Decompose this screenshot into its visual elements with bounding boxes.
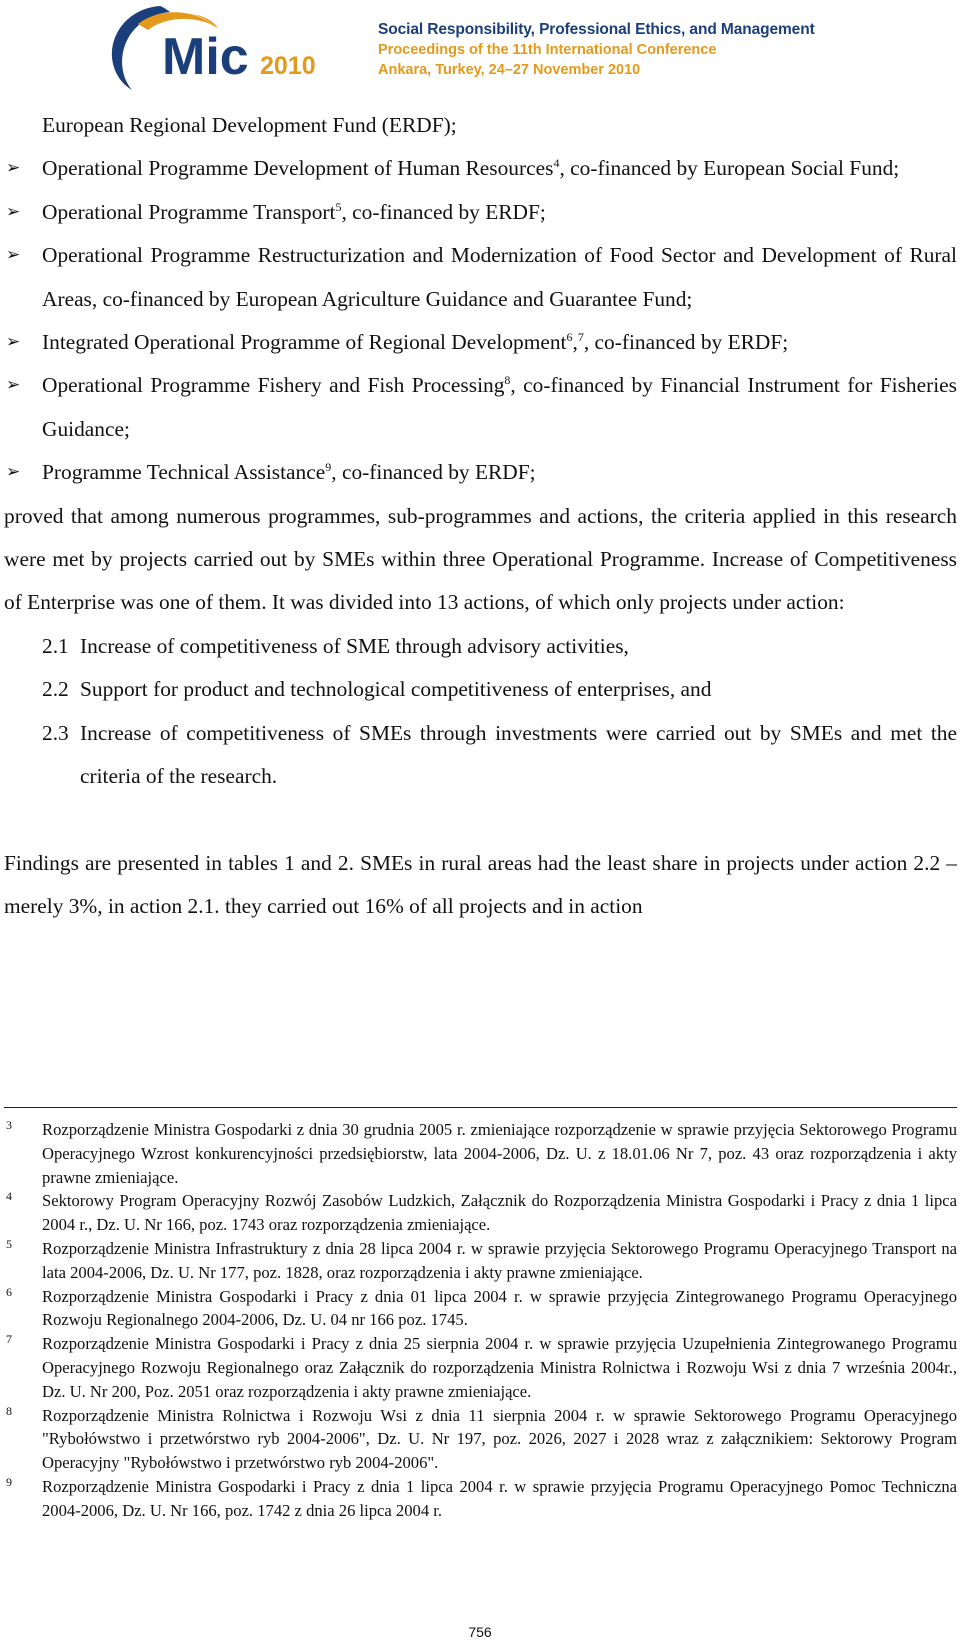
action-number: 2.2 xyxy=(42,677,69,702)
list-item xyxy=(42,668,957,711)
footnote-ref[interactable]: 7 xyxy=(577,329,584,344)
arrow-bullet-icon: ➢ xyxy=(6,332,21,353)
bullet-text: Operational Programme Restructurization and Modernization of Food Sector and Development of Rural Areas, co-financed by European Agriculture Guidance and Guarantee Fund; xyxy=(42,243,957,311)
footnote-ref[interactable]: 5 xyxy=(335,199,342,214)
paragraph-spacer xyxy=(4,799,957,842)
arrow-bullet-icon: ➢ xyxy=(6,375,21,396)
footnote xyxy=(4,1189,957,1237)
footnote-ref[interactable]: 9 xyxy=(325,460,332,475)
logo-mic-text: Mic xyxy=(162,28,249,86)
footnote-text: Rozporządzenie Ministra Infrastruktury z dnia 28 lipca 2004 r. w sprawie przyjęcia Sektorowego Programu Operacyjnego Transport na lata 2004-2006, Dz. U. Nr 177, poz. 1828, oraz rozporządzenia i akty prawne zmieniające. xyxy=(42,1238,957,1282)
footnote-text: Rozporządzenie Ministra Gospodarki i Pracy z dnia 01 lipca 2004 r. w sprawie przyjęcia Zintegrowanego Programu Operacyjnego Rozwoju Regionalnego 2004-2006, Dz. U. 04 nr 166 poz. 1745. xyxy=(42,1286,957,1330)
footnote-number: 3 xyxy=(6,1118,12,1132)
list-item xyxy=(4,321,957,364)
action-number: 2.3 xyxy=(42,720,69,745)
bullet-text: Operational Programme Fishery and Fish Processing xyxy=(42,373,505,398)
bullet-text-end: , co-financed by ERDF; xyxy=(341,199,546,224)
action-number: 2.1 xyxy=(42,633,69,658)
bullet-text-end: , co-financed by ERDF; xyxy=(583,330,789,355)
footnote xyxy=(4,1285,957,1333)
page-number: 756 xyxy=(468,1624,492,1640)
list-item xyxy=(4,147,957,190)
action-list xyxy=(4,625,957,799)
list-item xyxy=(42,625,957,668)
footnote-ref[interactable]: 4 xyxy=(553,156,560,171)
intro-line: European Regional Development Fund (ERDF); xyxy=(42,113,457,137)
footnote-text: Rozporządzenie Ministra Gospodarki z dnia 30 grudnia 2005 r. zmieniające rozporządzenie w sprawie przyjęcia Sektorowego Programu Operacyjnego Wzrost konkurencyjności przedsiębiorstw, lata 2004-2006, Dz. U. z 18.01.06 Nr 7, poz. 43 oraz rozporządzenia i akty prawne zmieniające. xyxy=(42,1120,957,1187)
footnote-ref[interactable]: 8 xyxy=(504,373,511,388)
footnote-text: Rozporządzenie Ministra Gospodarki i Pracy z dnia 25 sierpnia 2004 r. w sprawie przyjęcia Uzupełnienia Zintegrowanego Programu Operacyjnego Rozwoju Regionalnego oraz Załącznik do rozporządzenia Ministra Rolnictwa i Rozwoju Wsi z dnia 7 września 2004r., Dz. U. Nr 200, Poz. 2051 oraz rozporządzenia i akty prawne zmieniające. xyxy=(42,1334,957,1401)
proceedings-line: Proceedings of the 11th International Conference xyxy=(378,42,717,58)
list-item xyxy=(4,451,957,494)
bullet-text-end: , co-financed by Financial Instrument for Fisheries Guidance; xyxy=(42,373,957,441)
page-header xyxy=(0,0,960,95)
footnote-number: 8 xyxy=(6,1403,12,1418)
footnote-ref[interactable]: 6 xyxy=(566,329,573,344)
bullet-comma: , xyxy=(572,330,578,355)
logo-year-text: 2010 xyxy=(260,52,316,80)
footnote-divider xyxy=(4,1107,957,1108)
footnote-number: 7 xyxy=(6,1332,12,1347)
action-text: Increase of competitiveness of SME through advisory activities, xyxy=(80,633,629,658)
footnotes xyxy=(4,1118,957,1523)
list-item xyxy=(4,234,957,321)
mic-logo-graphic xyxy=(108,2,338,90)
list-item xyxy=(4,191,957,234)
location-date: Ankara, Turkey, 24–27 November 2010 xyxy=(378,62,641,78)
bullet-text: Programme Technical Assistance xyxy=(42,460,326,485)
arrow-bullet-icon: ➢ xyxy=(6,245,21,266)
footnote xyxy=(4,1332,957,1403)
list-item xyxy=(4,364,957,451)
list-item xyxy=(42,712,957,799)
arrow-bullet-icon: ➢ xyxy=(6,201,21,222)
conference-title: Social Responsibility, Professional Ethics, and Management xyxy=(378,21,815,38)
footnote-text: Sektorowy Program Operacyjny Rozwój Zasobów Ludzkich, Załącznik do Rozporządzenia Ministra Gospodarki i Pracy z dnia 1 lipca 2004 r., Dz. U. Nr 166, poz. 1743 oraz rozporządzenia zmieniające. xyxy=(42,1191,957,1235)
bullet-text-end: , co-financed by ERDF; xyxy=(331,460,536,485)
arrow-bullet-icon: ➢ xyxy=(6,462,21,483)
action-text: Support for product and technological competitiveness of enterprises, and xyxy=(80,677,712,702)
footnote xyxy=(4,1118,957,1189)
bullet-text: Operational Programme Development of Human Resources xyxy=(42,156,554,181)
footnote-number: 5 xyxy=(6,1236,12,1251)
paragraph: Findings are presented in tables 1 and 2. SMEs in rural areas had the least share in projects under action 2.2 – merely 3%, in action 2.1. they carried out 16% of all projects and in action xyxy=(4,850,957,918)
conference-info xyxy=(378,20,815,80)
footnote-number: 6 xyxy=(6,1284,12,1299)
footnote xyxy=(4,1404,957,1475)
action-text: Increase of competitiveness of SMEs through investments were carried out by SMEs and met the criteria of the research. xyxy=(80,720,957,789)
arrow-bullet-icon: ➢ xyxy=(6,158,21,179)
bullet-text: Integrated Operational Programme of Regional Development xyxy=(42,330,567,355)
conference-logo xyxy=(108,2,338,90)
main-text xyxy=(4,104,957,928)
bullet-text: Operational Programme Transport xyxy=(42,199,336,224)
paragraph: proved that among numerous programmes, sub-programmes and actions, the criteria applied in this research were met by projects carried out by SMEs within three Operational Programme. Increase of Competitiveness of Enterprise was one of them. It was divided into 13 actions, of which only projects under action: xyxy=(4,503,957,615)
footnote-text: Rozporządzenie Ministra Gospodarki i Pracy z dnia 1 lipca 2004 r. w sprawie przyjęcia Programu Operacyjnego Pomoc Techniczna 2004-2006, Dz. U. Nr 166, poz. 1742 z dnia 26 lipca 2004 r. xyxy=(42,1476,957,1520)
footnote-text: Rozporządzenie Ministra Rolnictwa i Rozwoju Wsi z dnia 11 sierpnia 2004 r. w sprawie Sektorowego Programu Operacyjnego "Rybołówstwo i przetwórstwo ryb 2004-2006", Dz. U. Nr 197, poz. 2026, 2027 i 2028 wraz z załącznikiem: Sektorowy Program Operacyjny "Rybołówstwo i przetwórstwo ryb 2004-2006". xyxy=(42,1405,957,1473)
programme-list xyxy=(4,147,957,494)
footnote-number: 9 xyxy=(6,1474,12,1489)
bullet-text-end: , co-financed by European Social Fund; xyxy=(559,156,900,181)
footnote-number: 4 xyxy=(6,1189,12,1204)
footnote xyxy=(4,1475,957,1523)
footnote xyxy=(4,1237,957,1285)
